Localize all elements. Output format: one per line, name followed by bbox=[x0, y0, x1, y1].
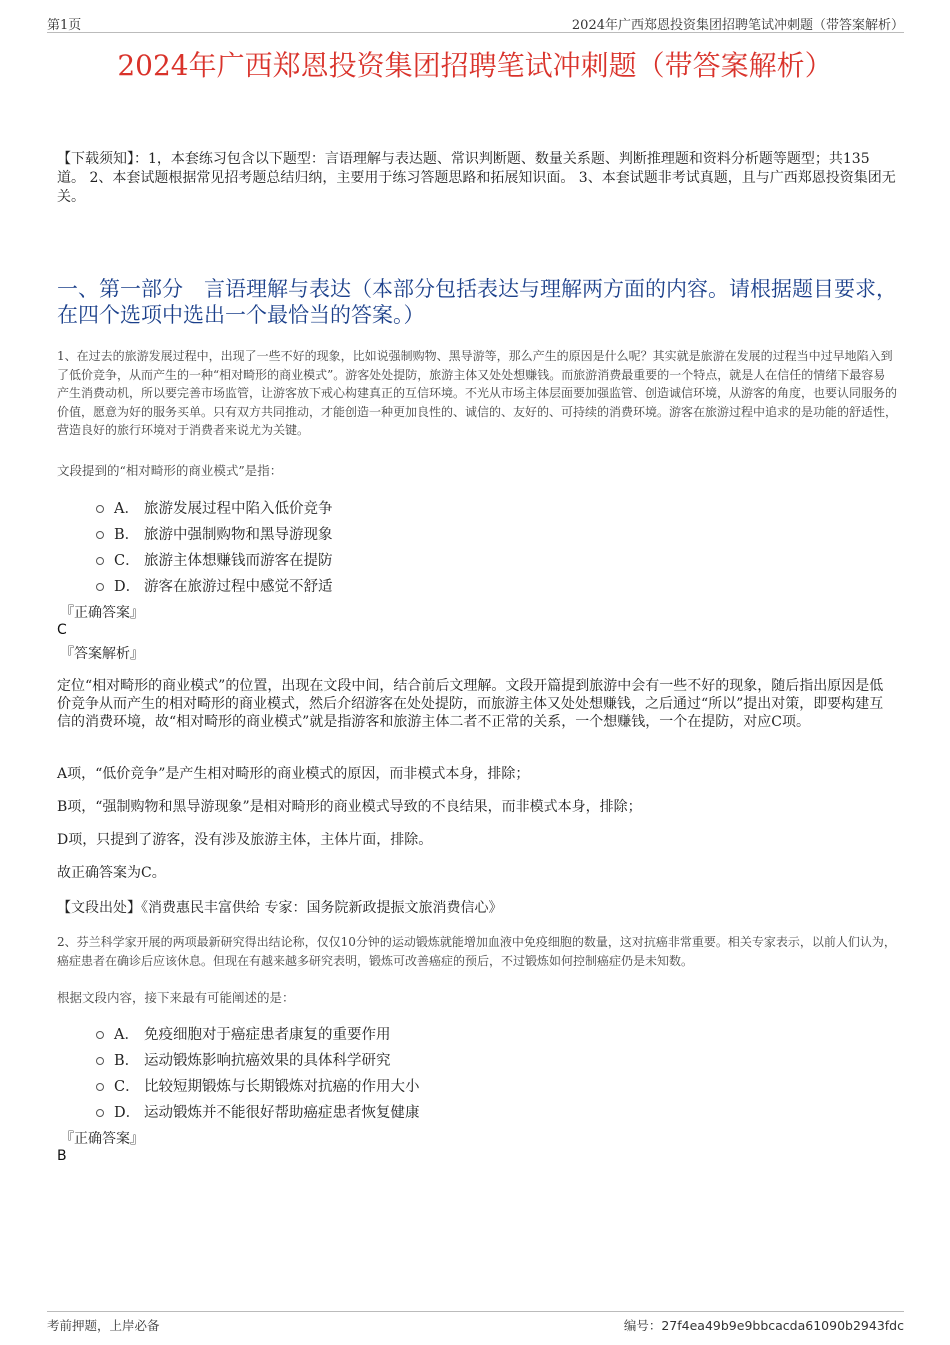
option-label: B． bbox=[114, 1053, 140, 1069]
option-text: 运动锻炼影响抗癌效果的具体科学研究 bbox=[144, 1053, 391, 1069]
q2-option-c[interactable] bbox=[96, 1075, 420, 1096]
option-label: D． bbox=[114, 1105, 141, 1121]
option-text: 运动锻炼并不能很好帮助癌症患者恢复健康 bbox=[144, 1105, 420, 1121]
q2-answer-label: 『正确答案』 bbox=[60, 1131, 144, 1147]
option-text: 旅游发展过程中陷入低价竞争 bbox=[144, 501, 333, 517]
radio-icon[interactable] bbox=[96, 1031, 104, 1039]
option-label: D． bbox=[114, 579, 141, 595]
option-label: A． bbox=[114, 1027, 139, 1043]
q1-analysis-a: A项，“低价竞争”是产生相对畸形的商业模式的原因，而非模式本身，排除； bbox=[57, 766, 530, 782]
option-text: 免疫细胞对于癌症患者康复的重要作用 bbox=[144, 1027, 391, 1043]
q1-analysis-d: D项，只提到了游客，没有涉及旅游主体，主体片面，排除。 bbox=[57, 832, 433, 848]
option-label: C． bbox=[114, 1079, 140, 1095]
q1-option-d[interactable] bbox=[96, 575, 333, 596]
option-label: C． bbox=[114, 553, 140, 569]
radio-icon[interactable] bbox=[96, 505, 104, 513]
q1-option-b[interactable] bbox=[96, 523, 333, 544]
q1-analysis-b: B项，“强制购物和黑导游现象”是相对畸形的商业模式导致的不良结果，而非模式本身，排除； bbox=[57, 799, 642, 815]
q1-answer: C bbox=[57, 622, 67, 638]
q1-source: 【文段出处】《消费惠民丰富供给 专家：国务院新政提振文旅消费信心》 bbox=[57, 900, 503, 916]
section-title: 一、第一部分 言语理解与表达（本部分包括表达与理解两方面的内容。请根据题目要求，在四个选项中选出一个最恰当的答案。） bbox=[57, 277, 897, 327]
radio-icon[interactable] bbox=[96, 583, 104, 591]
option-text: 比较短期锻炼与长期锻炼对抗癌的作用大小 bbox=[144, 1079, 420, 1095]
radio-icon[interactable] bbox=[96, 557, 104, 565]
download-notice: 【下载须知】：1，本套练习包含以下题型：言语理解与表达题、常识判断题、数量关系题、判断推理题和资料分析题等题型；共135道。 2、本套试题根据常见招考题总结归纳，主要用于练习答题思路和拓展知识面。 3、本套试题非考试真题，且与广西郑恩投资集团无关。 bbox=[57, 151, 896, 205]
radio-icon[interactable] bbox=[96, 1083, 104, 1091]
q1-option-c[interactable] bbox=[96, 549, 333, 570]
q2-answer: B bbox=[57, 1148, 67, 1164]
q2-option-a[interactable] bbox=[96, 1023, 391, 1044]
q2-option-b[interactable] bbox=[96, 1049, 391, 1070]
footer-code bbox=[624, 1316, 904, 1334]
option-text: 旅游主体想赚钱而游客在提防 bbox=[144, 553, 333, 569]
footer-divider bbox=[47, 1311, 904, 1312]
page-title: 2024年广西郑恩投资集团招聘笔试冲刺题（带答案解析） bbox=[117, 49, 833, 82]
q1-answer-label: 『正确答案』 bbox=[60, 605, 144, 621]
question-1-prompt: 文段提到的“相对畸形的商业模式”是指： bbox=[57, 463, 283, 478]
option-label: B． bbox=[114, 527, 140, 543]
header-divider bbox=[47, 32, 904, 33]
q1-analysis-paragraph: 定位“相对畸形的商业模式”的位置，出现在文段中间，结合前后文理解。文段开篇提到旅游中会有一些不好的现象，随后指出原因是低价竞争从而产生的相对畸形的商业模式，然后介绍游客在处处提防，而旅游主体又处处想赚钱，之后通过“所以”提出对策，即要构建互信的消费环境，故“相对畸形的商业模式”就是指游客和旅游主体二者不正常的关系，一个想赚钱，一个在提防，对应C项。 bbox=[57, 678, 884, 730]
q1-analysis-conclusion: 故正确答案为C。 bbox=[57, 865, 166, 881]
radio-icon[interactable] bbox=[96, 1057, 104, 1065]
footer-code-label: 编号： bbox=[623, 1318, 662, 1333]
q1-analysis-label: 『答案解析』 bbox=[60, 646, 144, 662]
option-text: 游客在旅游过程中感觉不舒适 bbox=[144, 579, 333, 595]
q1-option-a[interactable] bbox=[96, 497, 333, 518]
radio-icon[interactable] bbox=[96, 1109, 104, 1117]
question-1-text: 1、在过去的旅游发展过程中，出现了一些不好的现象，比如说强制购物、黑导游等，那么产生的原因是什么呢？其实就是旅游在发展的过程当中过早地陷入到了低价竞争，从而产生的一种“相对畸形的商业模式”。游客处处提防，旅游主体又处处想赚钱。而旅游消费最重要的一个特点，就是人在信任的情绪下最容易产生消费动机，所以要完善市场监管，让游客放下戒心构建真正的互信环境。不光从市场主体层面要加强监管、创造诚信环境，从游客的角度，也要认同服务的价值，愿意为好的服务买单。只有双方共同推动，才能创造一种更加良性的、诚信的、友好的、可持续的消费环境。游客在旅游过程中追求的是功能的舒适性，营造良好的旅行环境对于消费者来说尤为关键。 bbox=[57, 349, 898, 437]
question-2-prompt: 根据文段内容，接下来最有可能阐述的是： bbox=[57, 990, 295, 1005]
option-text: 旅游中强制购物和黑导游现象 bbox=[144, 527, 333, 543]
header-doc-title: 2024年广西郑恩投资集团招聘笔试冲刺题（带答案解析） bbox=[571, 18, 904, 33]
q2-option-d[interactable] bbox=[96, 1101, 420, 1122]
question-2-text: 2、芬兰科学家开展的两项最新研究得出结论称，仅仅10分钟的运动锻炼就能增加血液中免疫细胞的数量，这对抗癌非常重要。相关专家表示，以前人们认为，癌症患者在确诊后应该休息。但现在有越来越多研究表明，锻炼可改善癌症的预后，不过锻炼如何控制癌症仍是未知数。 bbox=[57, 935, 896, 968]
option-label: A． bbox=[114, 501, 139, 517]
header-page-number: 第1页 bbox=[47, 18, 82, 33]
radio-icon[interactable] bbox=[96, 531, 104, 539]
footer-slogan: 考前押题，上岸必备 bbox=[47, 1318, 160, 1333]
footer-code-value: 27f4ea49b9e9bbcacda61090b2943fdc bbox=[661, 1318, 904, 1333]
